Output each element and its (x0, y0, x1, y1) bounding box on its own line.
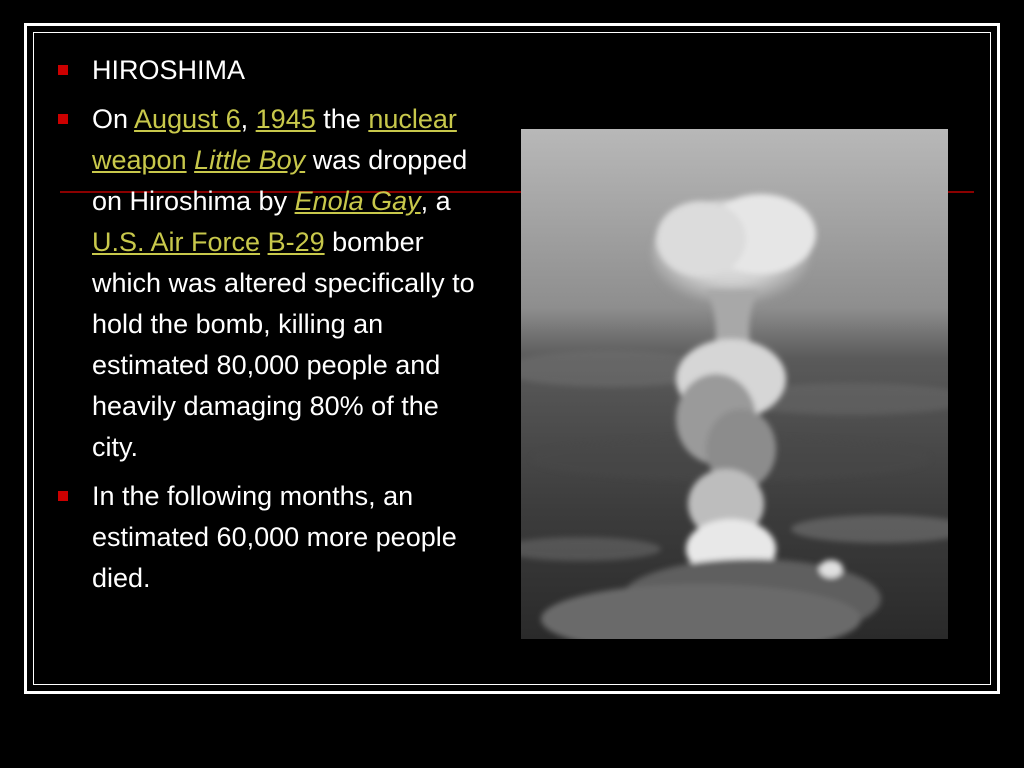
slide-body (55, 50, 485, 607)
text-bomber-rest: bomber which was altered specifically to hold the bomb, killing an estimated 80,000 people and heavily damaging 80% of the city. (92, 227, 475, 462)
link-nuclear-weapon[interactable]: nuclear weapon (92, 104, 457, 175)
link-august-6[interactable]: August 6 (134, 104, 241, 134)
link-enola-gay[interactable]: Enola Gay (294, 186, 421, 216)
text-the: the (323, 104, 361, 134)
link-1945[interactable]: 1945 (255, 104, 316, 134)
link-us-air-force[interactable]: U.S. Air Force (92, 227, 261, 257)
bullet-item-2 (55, 99, 485, 468)
mushroom-cloud-photo (521, 129, 948, 639)
bullet-marker-icon (58, 65, 68, 75)
mushroom-cloud-image (521, 129, 948, 639)
text-comma: , (240, 104, 249, 134)
bullet-text: HIROSHIMA (92, 55, 246, 85)
link-little-boy[interactable]: Little Boy (194, 145, 306, 175)
bullet-marker-icon (58, 114, 68, 124)
text-on: On (92, 104, 129, 134)
bullet-item-1 (55, 50, 485, 91)
text-comma-a: , a (420, 186, 451, 216)
bullet-marker-icon (58, 491, 68, 501)
bullet-text: In the following months, an estimated 60,000 more people died. (92, 481, 457, 593)
text-dropped: was dropped on Hiroshima by (92, 145, 468, 216)
bullet-item-3 (55, 476, 485, 599)
link-b-29[interactable]: B-29 (267, 227, 325, 257)
